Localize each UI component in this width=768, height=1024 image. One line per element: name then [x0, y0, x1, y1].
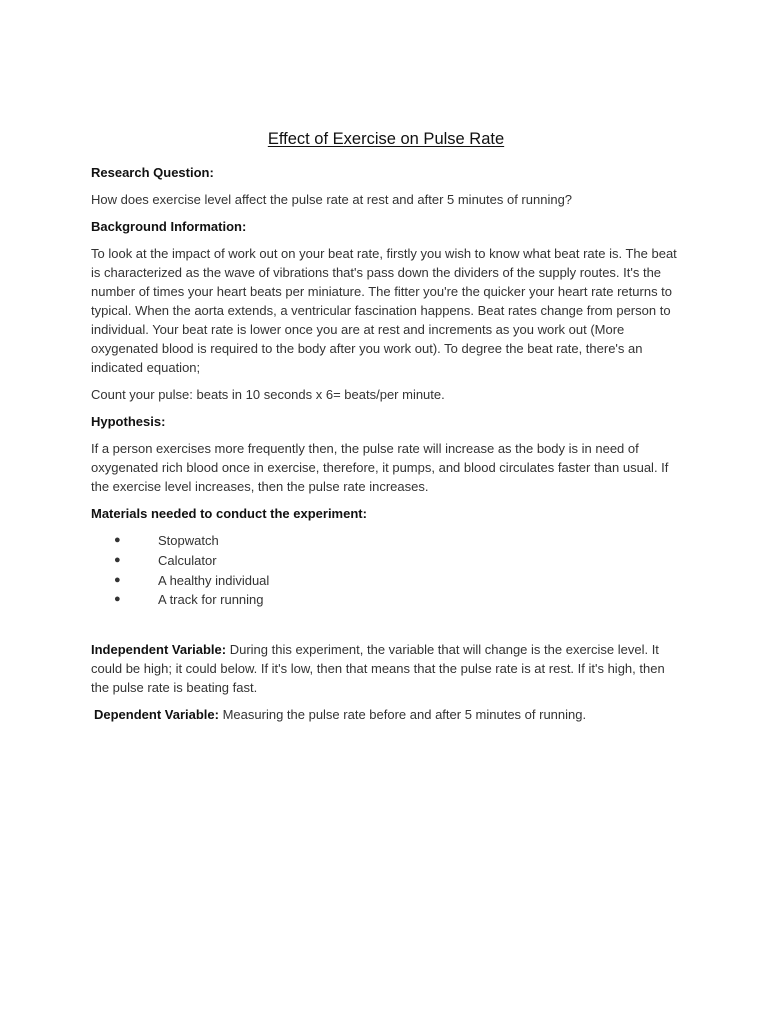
- material-item-label: Calculator: [158, 552, 217, 568]
- independent-variable-paragraph: [91, 640, 681, 697]
- materials-heading: Materials needed to conduct the experiment:: [91, 506, 367, 521]
- bullet-icon: ●: [114, 534, 121, 546]
- pulse-formula-text: Count your pulse: beats in 10 seconds x 6= beats/per minute.: [91, 387, 445, 402]
- dependent-variable-paragraph: [91, 705, 681, 724]
- document-page: [91, 128, 681, 732]
- research-question-text: How does exercise level affect the pulse rate at rest and after 5 minutes of running?: [91, 192, 573, 207]
- list-item: [114, 551, 681, 571]
- material-item-label: A healthy individual: [158, 572, 270, 588]
- independent-variable-label: Independent Variable:: [91, 642, 227, 658]
- list-item: [114, 531, 681, 551]
- hypothesis-text: If a person exercises more frequently then, the pulse rate will increase as the body is in need of oxygenated rich blood once in exercise, therefore, it pumps, and blood circulates faster than usual. If the exercise level increases, then the pulse rate increases.: [91, 441, 669, 494]
- hypothesis-heading: Hypothesis:: [91, 414, 166, 429]
- materials-list: [91, 531, 681, 610]
- bullet-icon: ●: [114, 573, 121, 586]
- list-item: [114, 590, 681, 610]
- bullet-icon: ●: [114, 553, 121, 566]
- document-title: Effect of Exercise on Pulse Rate: [267, 130, 505, 148]
- background-heading: Background Information:: [91, 219, 247, 234]
- list-item: [114, 571, 681, 591]
- dependent-variable-text: Measuring the pulse rate before and after 5 minutes of running.: [218, 707, 587, 723]
- research-question-heading: Research Question:: [91, 165, 214, 180]
- material-item-label: Stopwatch: [158, 533, 219, 548]
- independent-variable-text: During this experiment, the variable that will change is the exercise level. It could be high; it could below. If it's low, then that means that the pulse rate is at rest. If it's high, then the pulse rate is beating fast.: [91, 642, 665, 696]
- bullet-icon: ●: [114, 593, 121, 606]
- dependent-variable-label: Dependent Variable:: [94, 707, 219, 723]
- background-text: To look at the impact of work out on your beat rate, firstly you wish to know what beat rate is. The beat is characterized as the wave of vibrations that's pass down the dividers of the supply routes. It's the number of times your heart beats per miniature. The fitter you're the quicker your heart rate returns to typical. When the aorta extends, a ventricular fascination happens. Beat rates change from person to individual. Your beat rate is lower once you are at rest and increments as you work out (More oxygenated blood is required to the body after you work out). To degree the beat rate, there's an indicated equation;: [91, 246, 677, 375]
- material-item-label: A track for running: [158, 592, 264, 608]
